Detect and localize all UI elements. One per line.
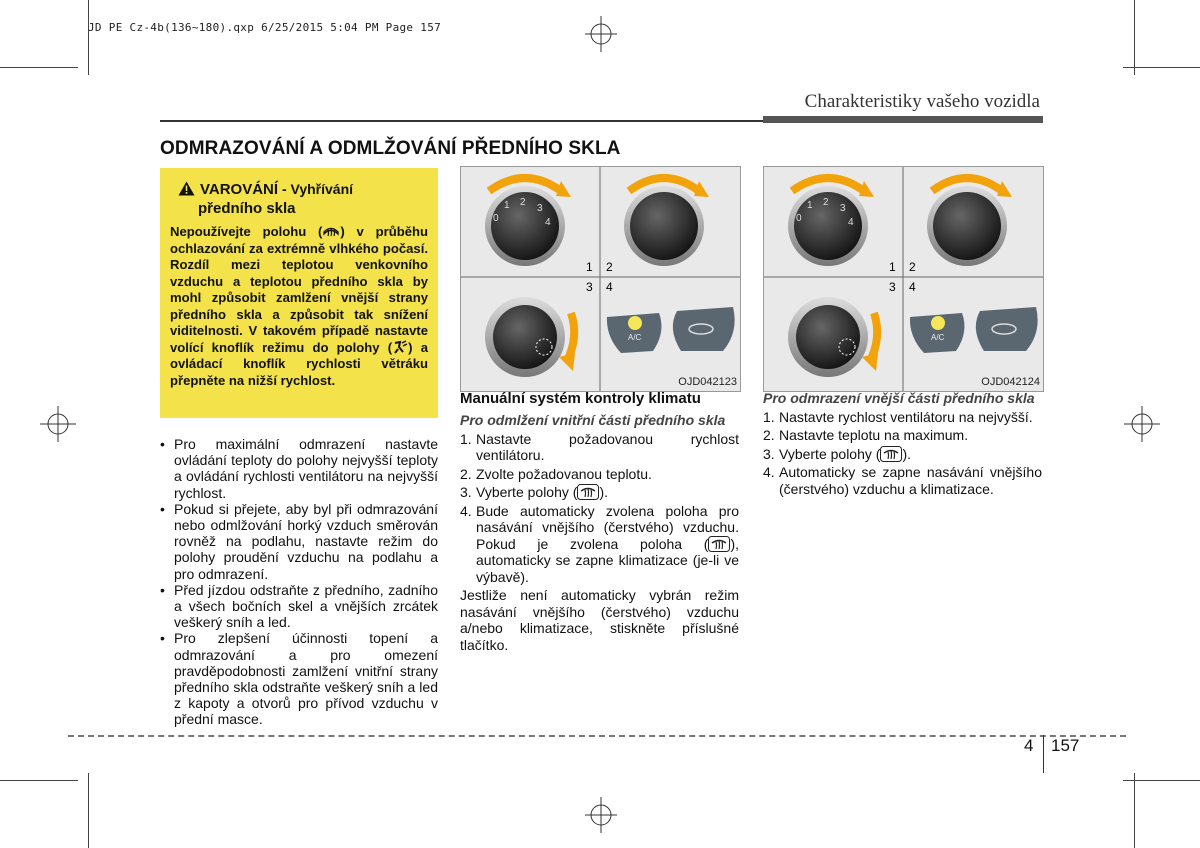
step-text: Bude automaticky zvolena poloha pro nasávání vnějšího (čerstvého) vzduchu. Pokud je zvolena poloha ( [476,502,739,552]
step-text: Nastavte teplotu na maximum. [779,427,969,443]
cell-number: 3 [586,280,593,294]
figure-illustration [764,167,1043,391]
step-text: Nastavte rychlost ventilátoru na nejvyšší. [779,408,1033,425]
step-number: 3. [460,484,472,500]
list-item: • Pro maximální odmrazení nastavte ovládání teploty do polohy nejvyšší teploty a ovládání rychlosti ventilátoru na nejvyšší rychlost. [160,436,438,501]
outer-defrost-section [763,390,1042,497]
header-rule [160,120,763,122]
page-number-separator [1043,735,1044,773]
step-text: ), automaticky se zapne klimatizace (je-li ve výbavě). [476,535,739,585]
step-item [763,464,1042,497]
step-number: 1. [460,430,472,447]
cell-number: 3 [889,280,896,294]
registration-mark-top [585,16,617,52]
dial-mark: 4 [545,217,551,228]
step-number: 4. [460,502,472,519]
step-number: 1. [763,408,775,425]
step-text: Vyberte polohy ( [779,445,881,462]
step-text: Nastavte požadovanou rychlost ventilátoru. [476,430,739,463]
dial-mark: 1 [504,200,510,211]
step-item [460,484,739,501]
defrost-icon [708,536,730,552]
page-number: 157 [1051,736,1080,755]
dial-mark: 3 [840,203,846,214]
step-text: Zvolte požadovanou teplotu. [476,465,652,482]
cell-number: 4 [909,280,916,294]
step-text: ). [599,484,608,500]
chapter-number: 4 [1024,736,1034,755]
figure-illustration [461,167,740,391]
print-header: JD PE Cz-4b(136~180).qxp 6/25/2015 5:04 PM Page 157 [88,21,442,34]
warning-box [160,168,438,418]
dial-mark: 2 [823,197,829,208]
defrost-icon [577,484,599,500]
step-text: Automaticky se zapne nasávání vnějšího (čerstvého) vzduchu a klimatizace. [779,464,1042,497]
step-item [763,446,1042,463]
dial-mark: 0 [493,213,499,224]
step-item [763,409,1042,426]
running-head: Charakteristiky vašeho vozidla [804,91,1040,112]
floor-defrost-mode-icon [392,340,408,355]
list-item: • Pro zlepšení účinnosti topení a odmrazování a pro omezení pravděpodobnosti zamlžení vnitřní strany předního skla odstraňte veškerý sníh a led z kapoty a otvorů pro přívod vzduchu v přední masce. [160,630,438,727]
dial-mark: 2 [520,197,526,208]
defrost-icon [880,446,902,462]
manual-heading: Manuální systém kontroly klimatu [460,390,701,407]
ac-label: A/C [628,333,642,342]
cell-number: 2 [606,260,613,274]
step-item [460,431,739,464]
cell-number: 2 [909,260,916,274]
step-item [763,427,1042,444]
warning-label: VAROVÁNÍ [200,181,279,198]
step-number: 3. [763,445,775,462]
warning-text [170,224,428,389]
manual-climate-section [460,390,739,653]
section-title: ODMRAZOVÁNÍ A ODMLŽOVÁNÍ PŘEDNÍHO SKLA [160,138,621,159]
step-number: 4. [763,464,775,480]
registration-mark-left [40,406,76,442]
inner-defog-title: Pro odmlžení vnitřní části předního skla [460,412,726,428]
inner-defog-note: Jestliže není automaticky vybrán režim nasávání vnějšího (čerstvého) vzduchu a/nebo klimatizace, stiskněte příslušné tlačítko. [460,587,739,653]
cell-number: 4 [606,280,613,294]
footer-dashed-rule [68,735,1126,737]
inner-defog-steps [460,431,739,586]
list-item: • Před jízdou odstraňte z předního, zadního a všech bočních skel a vnějších zrcátek veškerý sníh a led. [160,582,438,631]
dial-mark: 3 [537,203,543,214]
figure-inner-defog [460,166,741,392]
dial-mark: 1 [807,200,813,211]
warning-title-suffix: - Vyhřívání [278,181,354,197]
step-number: 2. [460,465,472,482]
warning-title [178,180,428,199]
figure-outer-defrost [763,166,1044,392]
registration-mark-right [1124,406,1160,442]
figure-code: OJD042124 [981,376,1040,388]
warning-text-part: Nepoužívejte polohu ( [170,224,323,239]
registration-mark-bottom [585,797,617,833]
figure-code: OJD042123 [678,376,737,388]
step-text: ). [902,445,911,462]
cell-number: 1 [586,260,593,274]
list-item: • Pokud si přejete, aby byl při odmrazování nebo odmlžování horký vzduch směrován rovněž na podlahu, nastavte režim do polohy proudění vzduchu na podlahu a pro odmrazení. [160,501,438,582]
defrost-icon [322,224,340,239]
step-item [460,503,739,586]
warning-triangle-icon [178,181,195,196]
step-text: Vyberte polohy ( [476,484,578,500]
step-number: 2. [763,427,775,443]
bullet-list [160,436,438,728]
step-item [460,466,739,483]
warning-text-part: ) v průběhu ochlazování za extrémně vlhkého počasí. Rozdíl mezi teplotou venkovního vzduchu a teplotou předního skla by mohl způsobit zamlžení vnější strany předního skla a způsobit tak snížení viditelnosti. V takovém případě nastavte volící knoflík režimu do polohy ( [170,224,428,355]
dial-mark: 4 [848,217,854,228]
dial-mark: 0 [796,213,802,224]
cell-number: 1 [889,260,896,274]
ac-label: A/C [931,333,945,342]
header-bar [763,116,1043,123]
outer-defrost-title: Pro odmrazení vnější části předního skla [763,390,1035,406]
outer-defrost-steps [763,409,1042,498]
warning-text-part: ) a ovládací knoflík rychlosti větráku přepněte na nižší rychlost. [170,339,428,388]
warning-subtitle: předního skla [198,200,296,217]
